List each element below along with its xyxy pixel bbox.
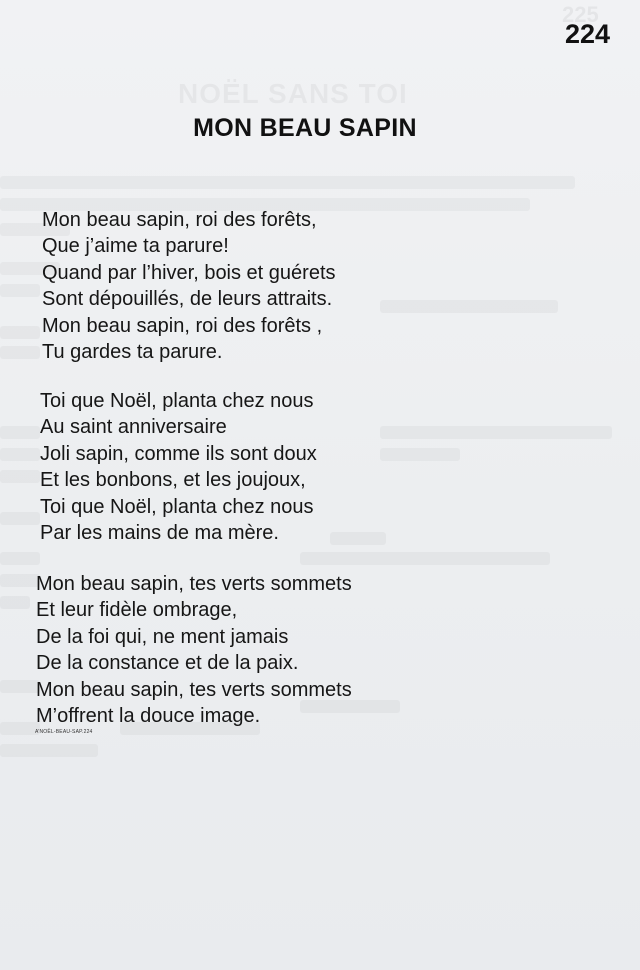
verse-line: De la foi qui, ne ment jamais [36, 625, 289, 648]
show-through-text-line [0, 470, 40, 483]
verse-line: Par les mains de ma mère. [40, 522, 279, 545]
show-through-text-line [0, 552, 40, 565]
show-through-text-line [0, 426, 40, 439]
verse-line: Et les bonbons, et les joujoux, [40, 469, 306, 492]
verse-line: Mon beau sapin, roi des forêts , [42, 314, 323, 337]
show-through-page-number: 225 [562, 2, 599, 27]
show-through-text-line [0, 176, 575, 189]
verse-line: Quand par l’hiver, bois et guérets [42, 261, 336, 284]
show-through-text-line [0, 574, 40, 587]
stanza-1 [42, 207, 336, 365]
show-through-text-line [330, 532, 386, 545]
verse-line: M’offrent la douce image. [36, 705, 261, 728]
song-title: MON BEAU SAPIN [193, 114, 417, 142]
verse-line: Mon beau sapin, tes verts sommets [36, 573, 352, 595]
verse-line: Et leur fidèle ombrage, [36, 599, 238, 622]
verse-line: Toi que Noël, planta chez nous [40, 495, 314, 518]
verse-line: Sont dépouillés, de leurs attraits. [42, 288, 333, 311]
show-through-text-line [0, 346, 40, 359]
verse-line: Joli sapin, comme ils sont doux [40, 442, 317, 465]
verse-line: Mon beau sapin, tes verts sommets [36, 678, 352, 701]
verse-line: Mon beau sapin, roi des forêts, [42, 209, 317, 231]
verse-line: Tu gardes ta parure. [42, 341, 223, 364]
verse-line: De la constance et de la paix. [36, 652, 299, 675]
verse-line: Que j’aime ta parure! [42, 235, 229, 258]
verse-line: Toi que Noël, planta chez nous [40, 390, 314, 412]
verse-line: Au saint anniversaire [40, 416, 227, 439]
page-number: 224 [564, 19, 610, 49]
show-through-text-line [0, 722, 40, 735]
stanza-3 [36, 571, 352, 729]
show-through-text-line [0, 448, 40, 461]
show-through-text-line [380, 426, 612, 439]
show-through-text-line [0, 284, 40, 297]
show-through-text-line [0, 680, 40, 693]
show-through-text-line [0, 744, 98, 757]
show-through-title [178, 78, 408, 110]
show-through-text-line [0, 326, 40, 339]
show-through-text-line [0, 512, 40, 525]
show-through-text-line [0, 596, 30, 609]
stanza-2 [40, 388, 317, 546]
show-through-text-line [300, 552, 550, 565]
reference-code: A’NOËL-BEAU-SAP.224 [35, 729, 93, 735]
show-through-text-line [380, 300, 558, 313]
show-through-text-line [380, 448, 460, 461]
